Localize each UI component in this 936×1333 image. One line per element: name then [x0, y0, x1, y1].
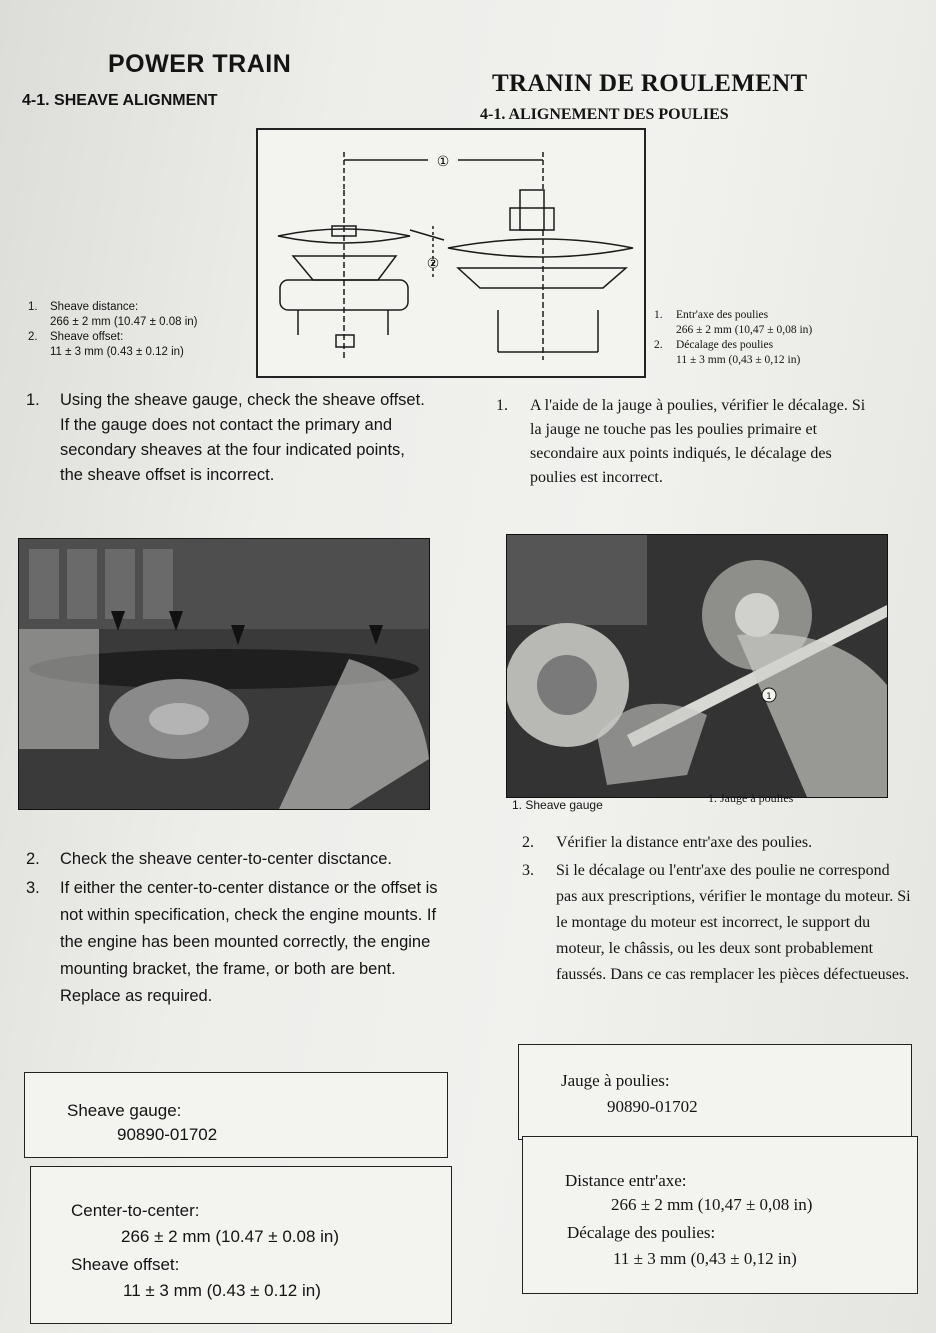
- legend-label: Sheave offset:: [50, 331, 124, 343]
- spec-label-offset: Décalage des poulies:: [567, 1223, 716, 1242]
- spec-box-french: [522, 1136, 918, 1294]
- photo-sheave-check-points: [18, 538, 430, 810]
- legend-label: Décalage des poulies: [676, 339, 774, 351]
- photo-sheave-gauge: [506, 534, 888, 798]
- steps-2-3-english: [26, 846, 446, 1012]
- photo-callout-1: 1: [766, 692, 772, 702]
- legend-value: 266 ± 2 mm (10,47 ± 0,08 in): [676, 324, 813, 336]
- step-text: Si le décalage ou l'entr'axe des poulie ne correspond pas aux prescriptions, vérifier le montage du moteur. Si le montage du moteur est incorrect, le support du moteur, le châssis, ou les deux sont probablement faussés. Dans ce cas remplacer les pièces défectueuses.: [556, 862, 911, 983]
- legend-label: Sheave distance:: [50, 301, 139, 313]
- page-title-french: TRANIN DE ROULEMENT: [492, 70, 808, 97]
- spec-label-center: Distance entr'axe:: [565, 1171, 687, 1190]
- spec-label-center: Center-to-center:: [71, 1201, 200, 1220]
- diagram-marker-2: ②: [426, 256, 440, 272]
- step-text: If either the center-to-center distance or the offset is not within specification, check the engine mounts. If the engine has been mounted correctly, the engine mounting bracket, the frame, or both are bent. Replace as required.: [60, 879, 438, 1005]
- section-heading-english: 4-1. SHEAVE ALIGNMENT: [22, 92, 218, 109]
- photo-caption-french: 1. Jauge à poulies: [708, 791, 794, 805]
- legend-num: 2.: [654, 339, 663, 351]
- gauge-label: Sheave gauge:: [67, 1101, 182, 1120]
- diagram-legend-french: [654, 308, 854, 368]
- legend-label: Entr'axe des poulies: [676, 309, 769, 321]
- step-number: 3.: [522, 862, 534, 879]
- gauge-part-number: 90890-01702: [117, 1125, 218, 1144]
- step-number: 3.: [26, 879, 40, 897]
- spec-value-center: 266 ± 2 mm (10,47 ± 0,08 in): [611, 1195, 813, 1214]
- legend-value: 11 ± 3 mm (0.43 ± 0.12 in): [50, 346, 184, 358]
- photo-caption-english: 1. Sheave gauge: [512, 798, 603, 812]
- step-number: 1.: [496, 397, 508, 414]
- step-text: Check the sheave center-to-center disctance.: [60, 850, 393, 868]
- legend-num: 1.: [28, 301, 38, 313]
- step-text: Vérifier la distance entr'axe des poulies.: [556, 834, 813, 851]
- section-heading-french: 4-1. ALIGNEMENT DES POULIES: [480, 106, 729, 123]
- sheave-alignment-diagram: [256, 128, 646, 378]
- spec-label-offset: Sheave offset:: [71, 1255, 180, 1274]
- page-title-english: POWER TRAIN: [108, 50, 292, 78]
- legend-value: 11 ± 3 mm (0,43 ± 0,12 in): [676, 354, 801, 366]
- diagram-marker-1: ①: [436, 154, 450, 170]
- legend-value: 266 ± 2 mm (10.47 ± 0.08 in): [50, 316, 198, 328]
- spec-value-offset: 11 ± 3 mm (0,43 ± 0,12 in): [613, 1249, 797, 1268]
- gauge-part-number: 90890-01702: [607, 1097, 698, 1116]
- legend-num: 1.: [654, 309, 663, 321]
- sheave-diagram-drawing: [258, 130, 644, 376]
- steps-2-3-french: [522, 830, 912, 990]
- step-number: 2.: [26, 850, 40, 868]
- spec-value-center: 266 ± 2 mm (10.47 ± 0.08 in): [121, 1227, 340, 1246]
- step-number: 2.: [522, 834, 534, 851]
- spec-value-offset: 11 ± 3 mm (0.43 ± 0.12 in): [123, 1281, 321, 1300]
- diagram-legend-english: [28, 300, 258, 360]
- gauge-box-english: [24, 1072, 448, 1158]
- spec-box-english: [30, 1166, 452, 1324]
- step-number: 1.: [26, 391, 40, 409]
- step-1-french: [496, 394, 871, 492]
- legend-num: 2.: [28, 331, 38, 343]
- step-text: Using the sheave gauge, check the sheave offset. If the gauge does not contact the primary and secondary sheaves at the four indicated points, the sheave offset is incorrect.: [60, 391, 425, 484]
- gauge-box-french: [518, 1044, 912, 1140]
- gauge-label: Jauge à poulies:: [561, 1071, 670, 1090]
- step-text: A l'aide de la jauge à poulies, vérifier le décalage. Si la jauge ne touche pas les poulies primaire et secondaire aux points indiqués, le décalage des poulies est incorrect.: [530, 397, 866, 486]
- step-1-english: [26, 388, 426, 490]
